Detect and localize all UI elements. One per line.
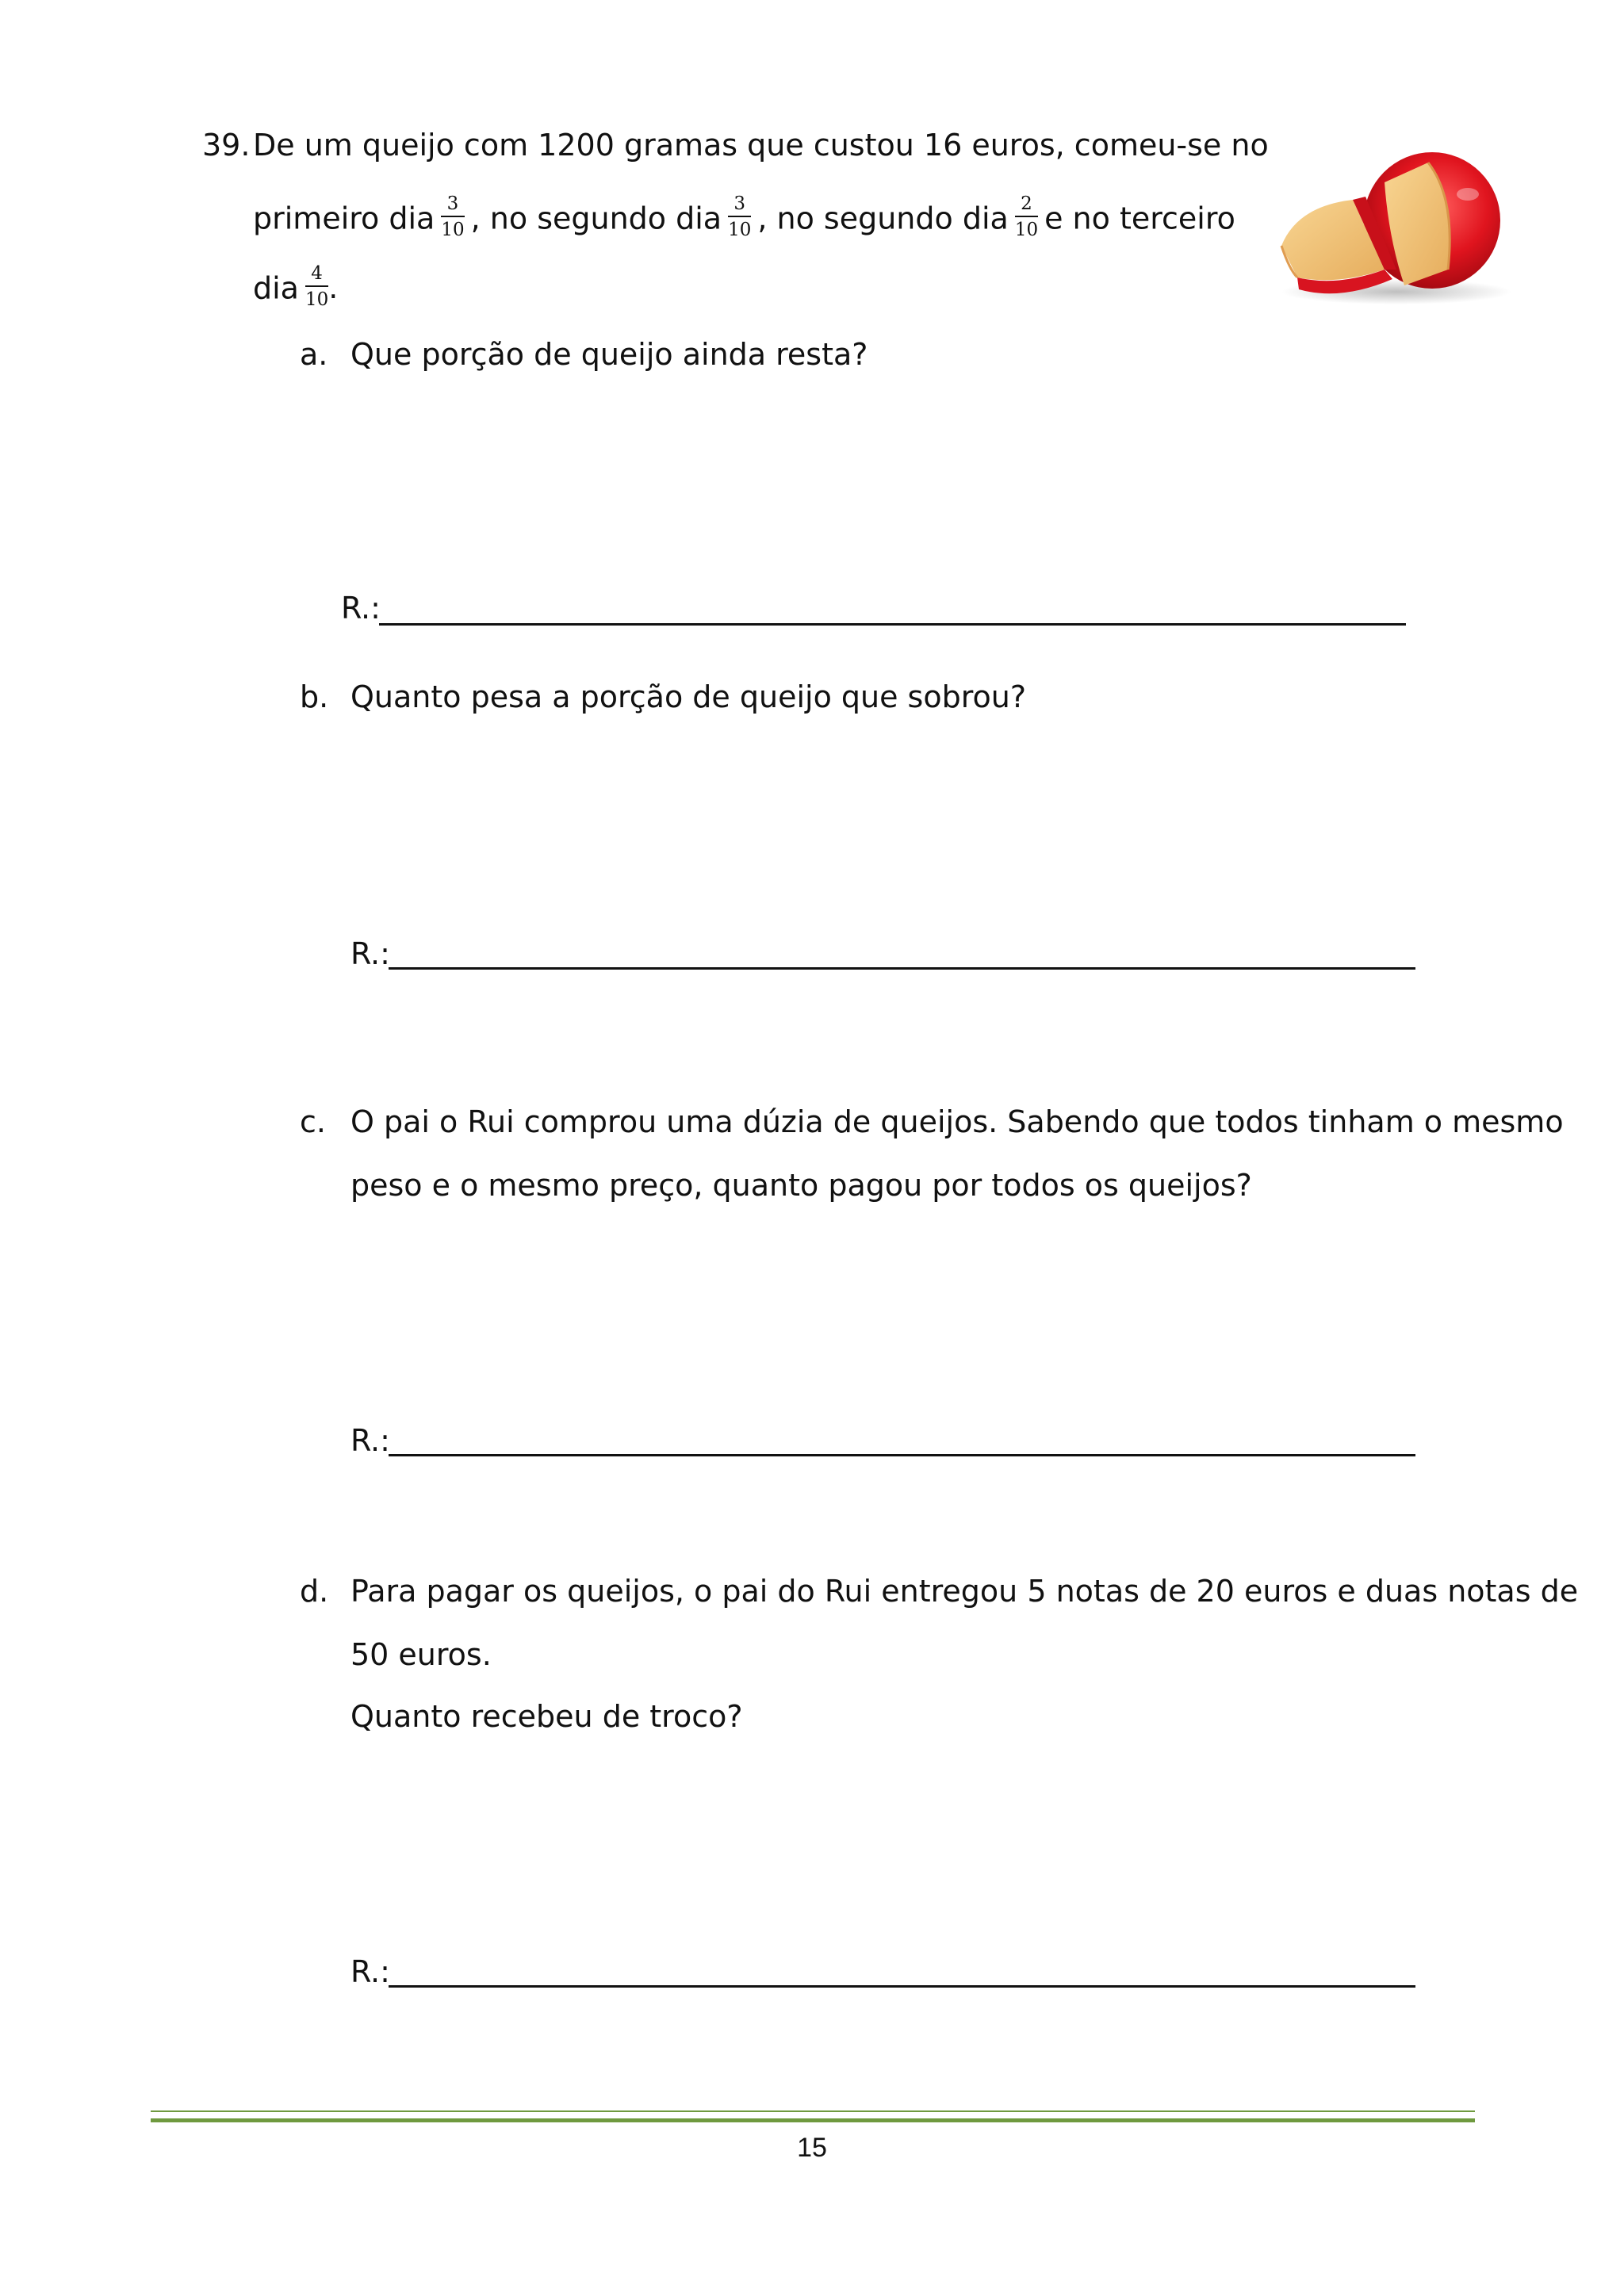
fraction-second-day-repeat xyxy=(1015,193,1038,241)
question-line-2 xyxy=(253,193,1235,244)
item-b-text: Quanto pesa a porção de queijo que sobrou? xyxy=(350,679,1027,714)
page-number: 15 xyxy=(797,2133,827,2163)
answer-line-d[interactable] xyxy=(389,1985,1415,1988)
question-number: 39. xyxy=(202,128,251,163)
question-text-segment: . xyxy=(328,270,339,306)
question-line-1: De um queijo com 1200 gramas que custou 16 euros, comeu-se no xyxy=(253,128,1269,163)
question-text-segment: dia xyxy=(253,270,299,306)
footer-rule-thin xyxy=(151,2110,1475,2112)
fraction-first-day xyxy=(441,193,464,241)
fraction-numerator: 3 xyxy=(728,193,751,217)
question-text-segment: primeiro dia xyxy=(253,201,435,236)
item-c-letter: c. xyxy=(300,1104,326,1139)
fraction-denominator: 10 xyxy=(304,289,329,311)
question-text-segment: , no segundo dia xyxy=(470,201,722,236)
fraction-denominator: 10 xyxy=(441,220,465,241)
item-a-text: Que porção de queijo ainda resta? xyxy=(350,337,868,372)
answer-label-d: R.: xyxy=(350,1954,390,1989)
cheese-wheel-icon xyxy=(1266,151,1511,309)
fraction-numerator: 3 xyxy=(441,193,464,217)
item-d-line-3: Quanto recebeu de troco? xyxy=(350,1699,743,1734)
item-d-letter: d. xyxy=(300,1574,329,1609)
question-text-segment: , no segundo dia xyxy=(757,201,1009,236)
fraction-second-day xyxy=(728,193,751,241)
fraction-denominator: 10 xyxy=(728,220,752,241)
fraction-third-day xyxy=(305,263,328,311)
footer-rule-thick xyxy=(151,2118,1475,2122)
question-text-segment: e no terceiro xyxy=(1044,201,1235,236)
fraction-denominator: 10 xyxy=(1014,220,1039,241)
item-c-line-1: O pai o Rui comprou uma dúzia de queijos. Sabendo que todos tinham o mesmo xyxy=(350,1104,1564,1139)
answer-label-c: R.: xyxy=(350,1423,390,1458)
item-b-letter: b. xyxy=(300,679,329,714)
fraction-numerator: 2 xyxy=(1015,193,1038,217)
question-line-3 xyxy=(253,263,339,314)
answer-line-c[interactable] xyxy=(389,1454,1415,1456)
answer-line-a[interactable] xyxy=(379,623,1406,626)
fraction-numerator: 4 xyxy=(305,263,328,287)
item-a-letter: a. xyxy=(300,337,328,372)
item-c-line-2: peso e o mesmo preço, quanto pagou por todos os queijos? xyxy=(350,1168,1252,1203)
item-d-line-1: Para pagar os queijos, o pai do Rui entregou 5 notas de 20 euros e duas notas de xyxy=(350,1574,1579,1609)
answer-label-a: R.: xyxy=(341,591,381,626)
answer-label-b: R.: xyxy=(350,936,390,971)
answer-line-b[interactable] xyxy=(389,967,1415,970)
item-d-line-2: 50 euros. xyxy=(350,1637,492,1672)
